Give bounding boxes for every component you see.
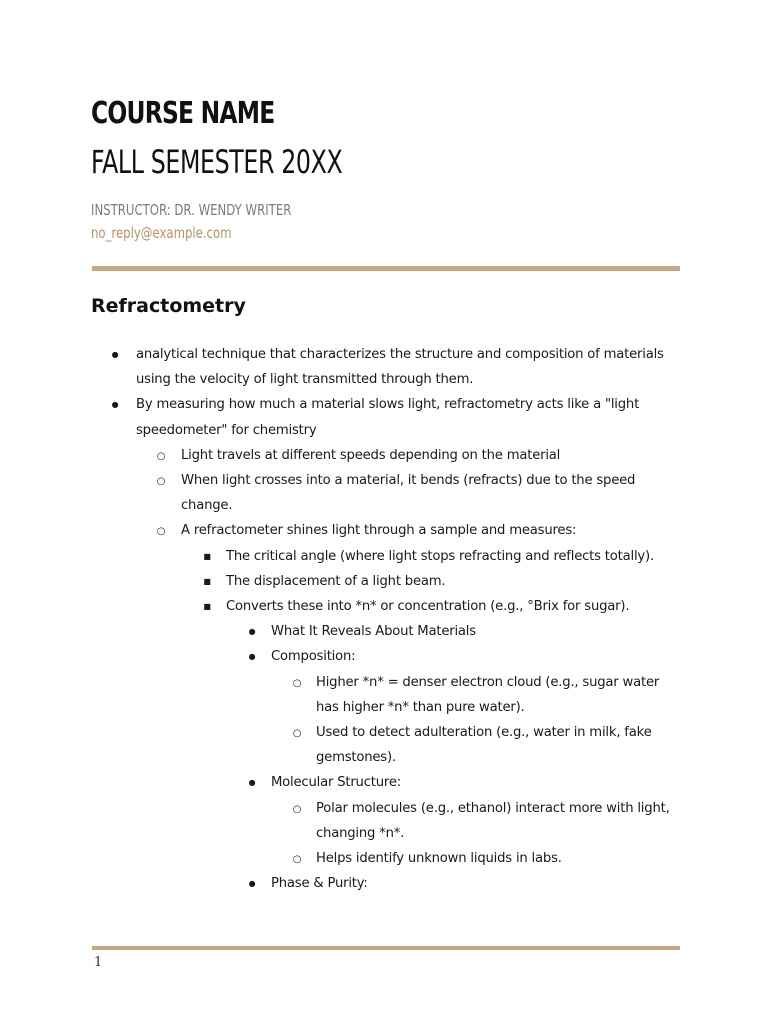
instructor-email: no_reply@example.com	[91, 224, 232, 242]
bullet-circle-icon	[154, 468, 168, 494]
list-item	[181, 443, 651, 468]
list-item	[181, 468, 651, 518]
list-item	[316, 670, 671, 720]
list-item	[271, 770, 671, 795]
list-item-text: The critical angle (where light stops refracting and reflects totally).	[226, 548, 654, 564]
list-item	[316, 796, 671, 846]
bullet-disc-icon	[245, 871, 259, 896]
list-item	[271, 644, 671, 669]
list-item	[271, 619, 671, 644]
list-item-text: Used to detect adulteration (e.g., water in milk, fake gemstones).	[316, 725, 652, 766]
list-item	[316, 720, 671, 770]
list-item-text: When light crosses into a material, it bends (refracts) due to the speed change.	[181, 473, 636, 514]
list-item-text: Polar molecules (e.g., ethanol) interact more with light, changing *n*.	[316, 800, 670, 841]
list-item	[226, 569, 676, 594]
list-item	[271, 871, 671, 896]
header-divider	[92, 266, 680, 271]
list-item-text: Higher *n* = denser electron cloud (e.g., sugar water has higher *n* than pure water).	[316, 674, 660, 715]
list-item-text: A refractometer shines light through a sample and measures:	[181, 523, 577, 539]
list-item	[226, 594, 676, 619]
list-item-text: Light travels at different speeds depending on the material	[181, 447, 561, 463]
list-item-text: Molecular Structure:	[271, 775, 401, 791]
list-item	[316, 846, 671, 871]
bullet-disc-icon	[108, 342, 122, 367]
list-item	[136, 342, 676, 392]
list-item-text: Converts these into *n* or concentration (e.g., °Brix for sugar).	[226, 599, 630, 615]
bullet-circle-icon	[290, 670, 304, 696]
bullet-square-icon	[200, 569, 214, 594]
list-item-text: Composition:	[271, 649, 356, 665]
bullet-disc-icon	[108, 392, 122, 417]
bullet-list	[0, 342, 768, 896]
bullet-disc-icon	[245, 770, 259, 795]
bullet-disc-icon	[245, 619, 259, 644]
bullet-circle-icon	[154, 518, 168, 544]
list-item-text: Phase & Purity:	[271, 876, 368, 892]
list-item-text: analytical technique that characterizes the structure and composition of materials using the velocity of light transmitted through them.	[136, 347, 664, 388]
list-item-text: Helps identify unknown liquids in labs.	[316, 851, 562, 867]
instructor-name: INSTRUCTOR: DR. WENDY WRITER	[91, 201, 292, 219]
bullet-circle-icon	[290, 846, 304, 872]
list-item-text: The displacement of a light beam.	[226, 573, 446, 589]
bullet-square-icon	[200, 594, 214, 619]
bullet-square-icon	[200, 544, 214, 569]
page-number: 1	[94, 955, 103, 970]
bullet-circle-icon	[154, 443, 168, 469]
section-heading: Refractometry	[91, 295, 246, 317]
footer-divider	[92, 946, 680, 950]
semester-title: FALL SEMESTER 20XX	[91, 143, 343, 181]
list-item	[136, 392, 676, 442]
list-item	[226, 544, 676, 569]
bullet-circle-icon	[290, 720, 304, 746]
course-name: COURSE NAME	[91, 96, 275, 131]
list-item	[181, 518, 651, 543]
list-item-text: What It Reveals About Materials	[271, 624, 476, 640]
bullet-disc-icon	[245, 644, 259, 669]
list-item-text: By measuring how much a material slows light, refractometry acts like a "light speedometer" for chemistry	[136, 397, 640, 438]
bullet-circle-icon	[290, 796, 304, 822]
